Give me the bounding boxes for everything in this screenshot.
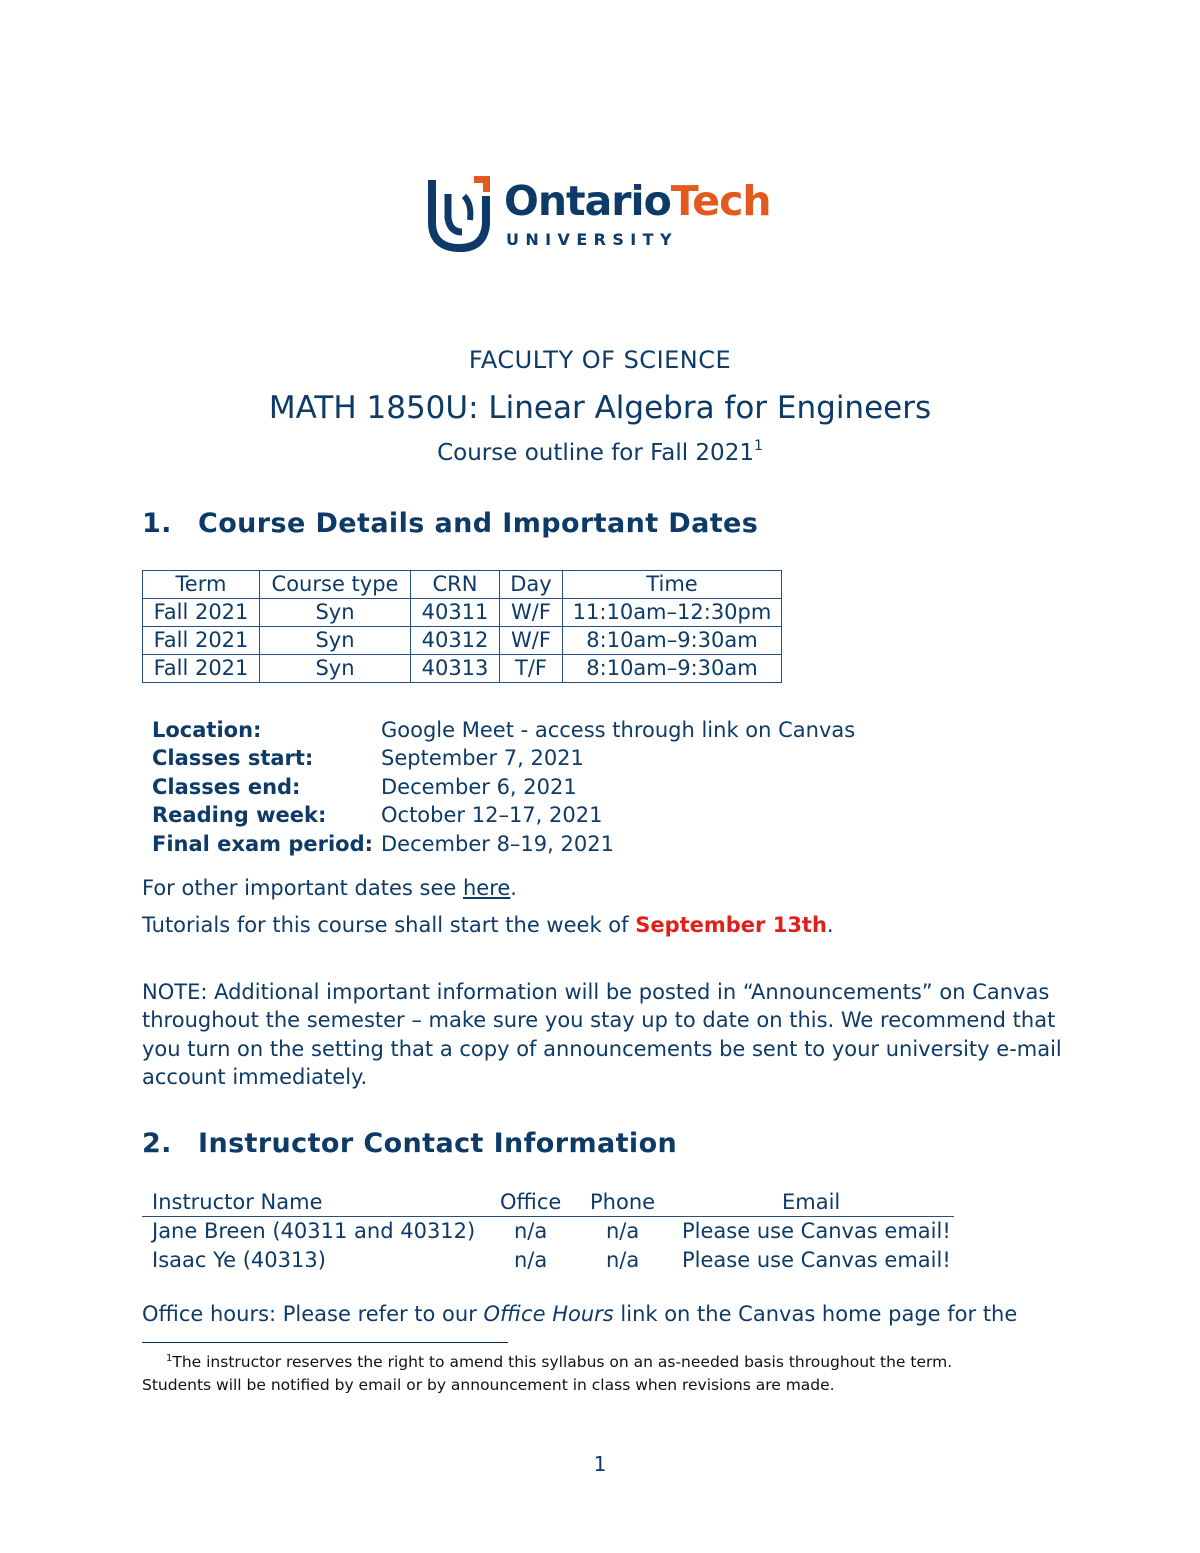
important-dates-link[interactable]: here: [462, 876, 511, 900]
table-cell: Fall 2021: [143, 627, 260, 655]
table-header-row: [143, 571, 782, 599]
section-heading-instructor-contact: 2. Instructor Contact Information: [142, 1128, 678, 1159]
table-cell: 11:10am–12:30pm: [563, 599, 782, 627]
course-outline-page: OntarioTech UNIVERSITY FACULTY OF SCIENCE MATH 1850U: Linear Algebra for Engineers Course outline for Fall 2021$^1$ 1. Course Details and Important Dates Term Course type CRN Day Time Fall 2021 Syn 40311 W/F 11:10am–12:30pm Fall 2021 Syn 40312 W/F 8:10am–9:30am Fall 2021 Syn 40313 T/F 8:10am–9:30am Location: Google Meet - access through link on Canvas Classes start: September 7, 2021 Classes end: December 6, 2021 Reading week: October 12–17, 2021 Final exam period: December 8–19, 2021 For other important dates see here. Tutorials for this course shall start the week of September 13th. NOTE: Additional important information will be posted in “Announcements” on Canvas throughout the semester – make sure you stay up to date on this. We recommend that you turn on the setting that a copy of announcements be sent to your university e-mail account immediately. 2. Instructor Contact Information Instructor Name Office Phone Email Jane Breen (40311 and 40312) n/a n/a Please use Canvas email! Isaac Ye (40313) n/a n/a Please use Canvas email! Office hours: Please refer to our Office Hours link on the Canvas home page for the $^1$The instructor reserves the right to amend this syllabus on an as-needed basis throughout the term. Students will be notified by email or by announcement in class when revisions are made. 1: [0, 0, 1200, 1553]
table-cell: 40312: [411, 627, 500, 655]
table-header-cell: Phone: [590, 1190, 656, 1214]
table-cell: Please use Canvas email!: [682, 1247, 951, 1272]
table-header-cell: Time: [563, 571, 782, 599]
office-hours-link: Office Hours: [483, 1302, 614, 1326]
table-cell: Syn: [260, 627, 411, 655]
logo-university: UNIVERSITY: [506, 230, 678, 249]
table-row: [143, 627, 782, 655]
table-cell: Fall 2021: [143, 655, 260, 683]
course-title: MATH 1850U: Linear Algebra for Engineers: [268, 390, 932, 426]
ontario-tech-logo: [428, 174, 778, 254]
table-cell: 8:10am–9:30am: [563, 627, 782, 655]
schedule-table: [142, 570, 782, 683]
table-header-cell: CRN: [411, 571, 500, 599]
footnote: $^1$The instructor reserves the right to amend this syllabus on an as-needed basis throughout the term. Students will be notified by email or by announcement in class when revisions are made.: [142, 1353, 953, 1394]
table-header-cell: Email: [782, 1190, 841, 1214]
logo-wordmark: OntarioTech: [504, 177, 771, 225]
table-cell: Fall 2021: [143, 599, 260, 627]
announcements-note: NOTE: Additional important information will be posted in “Announcements” on Canvas throughout the semester – make sure you stay up to date on this. We recommend that you turn on the setting that a copy of announcements be sent to your university e-mail account immediately.: [142, 980, 1062, 1090]
table-header-cell: Day: [500, 571, 563, 599]
table-cell: Jane Breen (40311 and 40312): [152, 1219, 476, 1244]
tutorials-text: Tutorials for this course shall start the week of September 13th.: [142, 913, 834, 937]
table-row: [143, 655, 782, 683]
table-cell: Please use Canvas email!: [682, 1219, 951, 1244]
table-cell: n/a: [606, 1219, 640, 1244]
office-hours-text: Office hours: Please refer to our Office Hours link on the Canvas home page for the: [142, 1302, 1018, 1326]
table-header-cell: Term: [143, 571, 260, 599]
footnote-mark: 1: [166, 1353, 173, 1364]
other-dates-text: For other important dates see here.: [142, 876, 517, 900]
table-cell: W/F: [500, 599, 563, 627]
table-header-row: [142, 1188, 954, 1217]
footnote-ref: 1: [753, 438, 763, 454]
faculty-title: FACULTY OF SCIENCE: [468, 346, 732, 374]
tutorial-start-date: September 13th: [635, 913, 827, 937]
table-header-cell: Course type: [260, 571, 411, 599]
outline-subtitle: Course outline for Fall 2021$^1$: [437, 438, 763, 466]
table-cell: 40313: [411, 655, 500, 683]
table-cell: n/a: [514, 1219, 548, 1244]
table-header-cell: Office: [500, 1190, 562, 1214]
table-cell: Syn: [260, 655, 411, 683]
instructor-table: [142, 1188, 954, 1274]
table-cell: W/F: [500, 627, 563, 655]
table-cell: n/a: [514, 1247, 548, 1272]
table-cell: Syn: [260, 599, 411, 627]
table-row: [142, 1246, 954, 1274]
ontario-tech-shield-icon: [428, 174, 492, 252]
page-number: 1: [593, 1452, 607, 1476]
table-cell: 8:10am–9:30am: [563, 655, 782, 683]
table-row: [142, 1217, 954, 1245]
table-cell: 40311: [411, 599, 500, 627]
table-header-cell: Instructor Name: [152, 1190, 323, 1214]
table-cell: n/a: [606, 1247, 640, 1272]
table-row: [143, 599, 782, 627]
footnote-divider: [142, 1342, 508, 1343]
section-heading-course-details: 1. Course Details and Important Dates: [142, 508, 759, 539]
table-cell: T/F: [500, 655, 563, 683]
table-cell: Isaac Ye (40313): [152, 1247, 326, 1272]
